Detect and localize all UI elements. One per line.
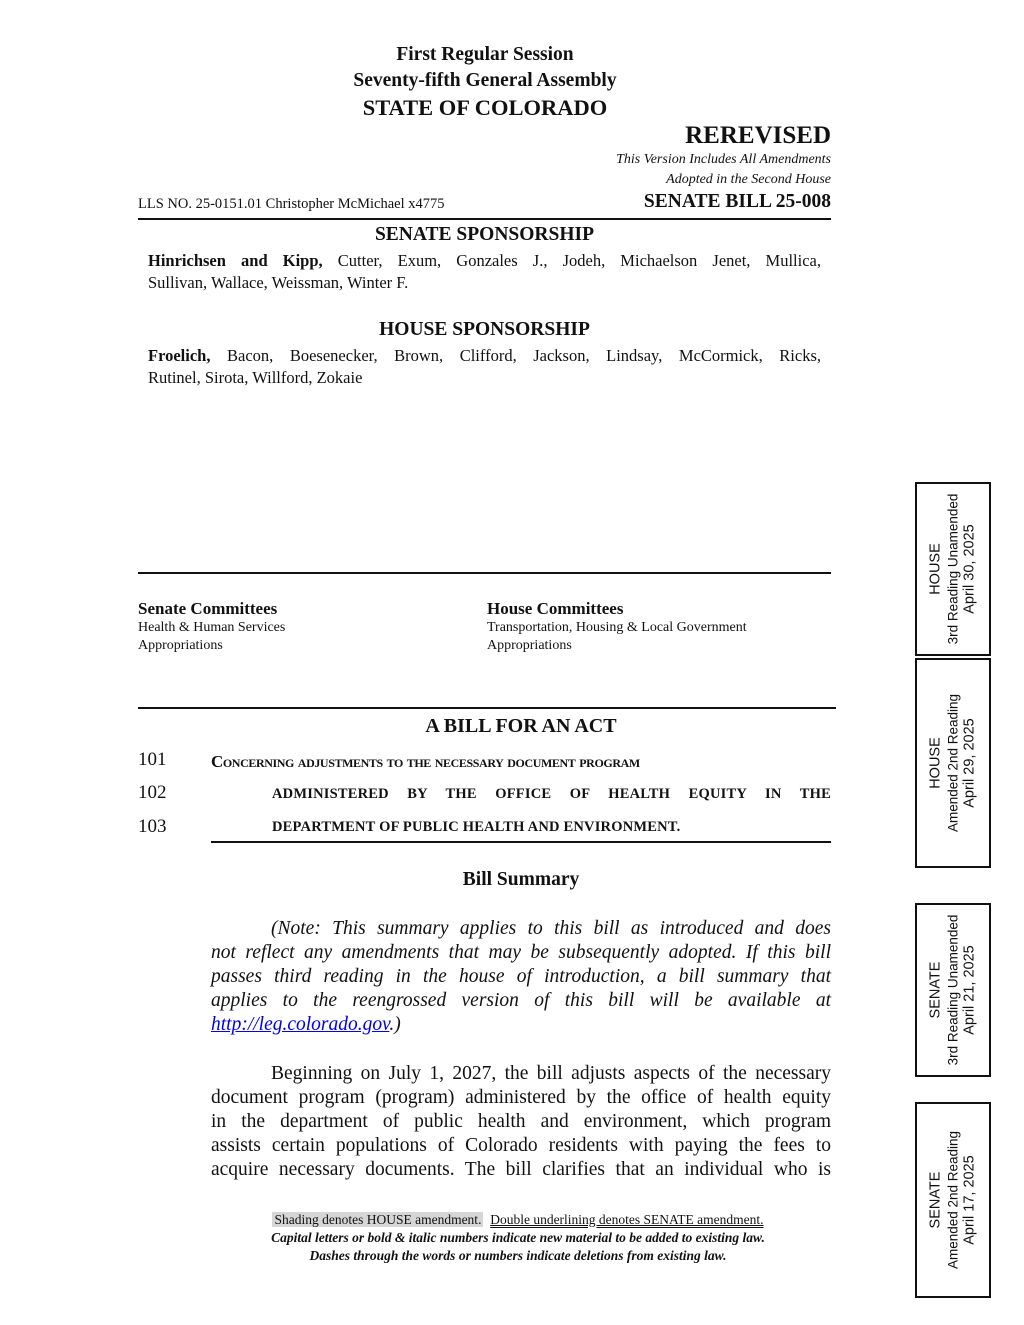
house-sponsorship-heading: HOUSE SPONSORSHIP: [379, 319, 590, 340]
footer-deletion-note: Dashes through the words or numbers indicate deletions from existing law.: [309, 1248, 727, 1263]
stamp-date: April 29, 2025: [961, 718, 978, 808]
stamp-date: April 17, 2025: [961, 1155, 978, 1245]
bill-rule-top: [138, 707, 836, 709]
summary-note-line: applies to the reengrossed version of this bill will be available at: [211, 990, 831, 1011]
senate-prime-sponsors: Hinrichsen and Kipp,: [148, 251, 323, 270]
summary-note-line: (Note: This summary applies to this bill as introduced and does: [271, 918, 831, 939]
summary-note: [211, 917, 831, 1037]
bill-title-line-text: Concerning adjustments to the necessary document program: [211, 752, 640, 771]
footer-legend: [0, 1212, 1024, 1228]
line-number: 103: [138, 816, 167, 837]
line-number: 101: [138, 749, 167, 770]
house-committee-item: Appropriations: [487, 638, 572, 653]
line-number: 102: [138, 782, 167, 803]
stamp-action: Amended 2nd Reading: [945, 693, 961, 833]
bill-title-line-text: ADMINISTERED BY THE OFFICE OF HEALTH EQUITY IN THE: [272, 786, 831, 802]
lls-number: LLS NO. 25-0151.01 Christopher McMichael x4775: [138, 196, 445, 212]
senate-committees-heading: Senate Committees: [138, 599, 278, 618]
stamp-chamber: HOUSE: [927, 543, 944, 595]
stamp-text: [928, 694, 979, 832]
bill-heading: A BILL FOR AN ACT: [425, 715, 617, 737]
version-note-line2: Adopted in the Second House: [666, 172, 831, 187]
house-sponsors: [148, 345, 821, 389]
summary-body: [211, 1062, 831, 1182]
stamp-action: 3rd Reading Unamended: [945, 914, 961, 1066]
house-prime-sponsors: Froelich,: [148, 346, 211, 365]
summary-note-line: not reflect any amendments that may be subsequently adopted. If this bill: [211, 942, 831, 963]
stamp-text: [928, 915, 979, 1066]
senate-sponsors-line2: Sullivan, Wallace, Weissman, Winter F.: [148, 273, 409, 292]
stamp-action: 3rd Reading Unamended: [945, 493, 961, 645]
bill-title-line-text: DEPARTMENT OF PUBLIC HEALTH AND ENVIRONMENT.: [272, 819, 681, 835]
summary-body-line: document program (program) administered by the office of health equity: [211, 1087, 831, 1108]
stamp-date: April 30, 2025: [961, 524, 978, 614]
stamp-chamber: HOUSE: [927, 737, 944, 789]
house-committees: [487, 599, 747, 655]
footer-new-material-note: Capital letters or bold & italic numbers indicate new material to be added to existing law.: [271, 1230, 765, 1245]
summary-note-line: [211, 1013, 831, 1037]
senate-committees: [138, 599, 285, 655]
version-note-line1: This Version Includes All Amendments: [616, 152, 831, 167]
senate-sponsors: [148, 250, 821, 294]
house-committee-item: Transportation, Housing & Local Government: [487, 620, 747, 635]
stamp-house-2nd-reading: [915, 658, 991, 868]
stamp-senate-3rd-reading: [915, 903, 991, 1077]
version-status: REREVISED: [685, 122, 831, 149]
summary-heading: Bill Summary: [462, 869, 580, 890]
stamp-text: [928, 494, 979, 645]
summary-body-line: in the department of public health and environment, which program: [211, 1111, 831, 1132]
summary-body-line: Beginning on July 1, 2027, the bill adjusts aspects of the necessary: [271, 1063, 831, 1084]
bill-rule-bottom: [211, 841, 831, 843]
header-rule: [138, 218, 831, 220]
stamp-text: [928, 1131, 979, 1269]
senate-underline-note: Double underlining denotes SENATE amendment.: [490, 1212, 764, 1227]
senate-committee-item: Appropriations: [138, 638, 223, 653]
summary-note-close: .): [389, 1014, 401, 1035]
summary-body-line: acquire necessary documents. The bill clarifies that an individual who is: [211, 1159, 831, 1180]
senate-sponsorship-heading: SENATE SPONSORSHIP: [374, 224, 595, 245]
senate-sponsors-rest: Cutter, Exum, Gonzales J., Jodeh, Michaelson Jenet, Mullica,: [337, 251, 821, 270]
house-shading-note: Shading denotes HOUSE amendment.: [274, 1212, 482, 1227]
senate-sponsors-line1: [148, 250, 821, 272]
house-sponsors-line2: Rutinel, Sirota, Willford, Zokaie: [148, 368, 363, 387]
session-title: First Regular Session: [396, 44, 574, 65]
committees-rule: [138, 572, 831, 574]
stamp-chamber: SENATE: [927, 1171, 944, 1229]
bill-title-line: [211, 752, 831, 772]
house-committees-heading: House Committees: [487, 599, 624, 618]
legislature-link[interactable]: http://leg.colorado.gov: [211, 1014, 390, 1035]
house-sponsors-rest: Bacon, Boesenecker, Brown, Clifford, Jackson, Lindsay, McCormick, Ricks,: [227, 346, 822, 365]
summary-body-line: assists certain populations of Colorado residents with paying the fees to: [211, 1135, 831, 1156]
stamp-chamber: SENATE: [927, 961, 944, 1019]
stamp-action: Amended 2nd Reading: [945, 1130, 961, 1270]
senate-committee-item: Health & Human Services: [138, 620, 286, 635]
stamp-date: April 21, 2025: [961, 945, 978, 1035]
house-sponsors-line1: [148, 345, 821, 367]
summary-note-line: passes third reading in the house of introduction, a bill summary that: [211, 966, 831, 987]
stamp-senate-2nd-reading: [915, 1102, 991, 1298]
stamp-house-3rd-reading: [915, 482, 991, 656]
bill-number: SENATE BILL 25-008: [643, 191, 831, 212]
state-title: STATE OF COLORADO: [362, 95, 608, 120]
assembly-title: Seventy-fifth General Assembly: [353, 70, 617, 91]
